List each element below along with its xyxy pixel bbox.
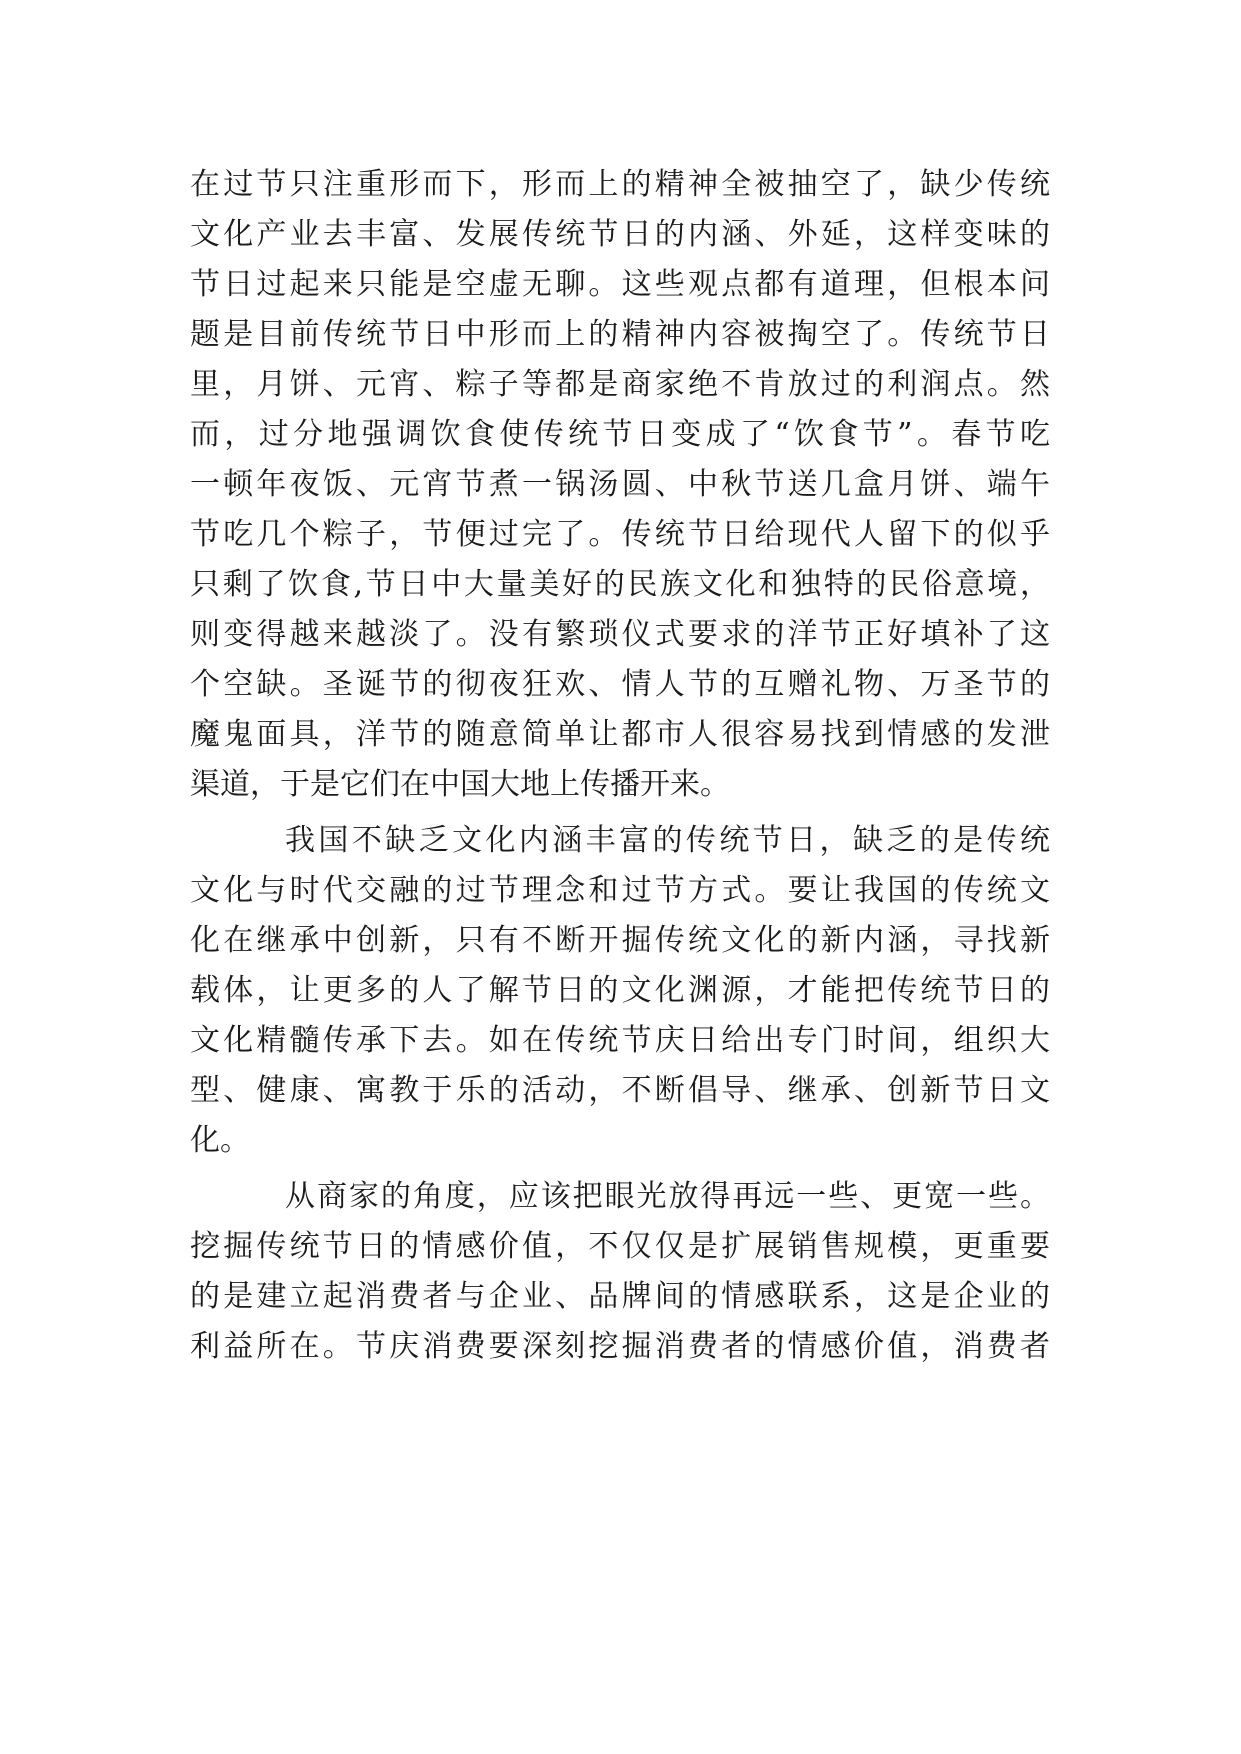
text-line: 里，月饼、元宵、粽子等都是商家绝不肯放过的利润点。然	[190, 367, 1050, 402]
text-line: 节吃几个粽子，节便过完了。传统节日给现代人留下的似乎	[190, 517, 1050, 552]
paragraph-3	[190, 1172, 1050, 1372]
text-line: 而，过分地强调饮食使传统节日变成了“饮食节”。春节吃	[190, 417, 1050, 452]
text-line: 型、健康、寓教于乐的活动，不断倡导、继承、创新节日文	[190, 1073, 1050, 1108]
document-body	[190, 160, 1050, 1372]
text-line: 个空缺。圣诞节的彻夜狂欢、情人节的互赠礼物、万圣节的	[190, 667, 1050, 702]
text-line: 从商家的角度，应该把眼光放得再远一些、更宽一些。	[285, 1179, 1050, 1214]
text-line: 在过节只注重形而下，形而上的精神全被抽空了，缺少传统	[190, 167, 1050, 202]
text-line: 化在继承中创新，只有不断开掘传统文化的新内涵，寻找新	[190, 923, 1050, 958]
text-line: 魔鬼面具，洋节的随意简单让都市人很容易找到情感的发泄	[190, 717, 1050, 752]
text-line: 我国不缺乏文化内涵丰富的传统节日，缺乏的是传统	[285, 823, 1050, 858]
text-line: 题是目前传统节日中形而上的精神内容被掏空了。传统节日	[190, 317, 1050, 352]
text-line: 节日过起来只能是空虚无聊。这些观点都有道理，但根本问	[190, 267, 1050, 302]
text-line: 则变得越来越淡了。没有繁琐仪式要求的洋节正好填补了这	[190, 617, 1050, 652]
text-line: 渠道，于是它们在中国大地上传播开来。	[190, 767, 730, 802]
text-line: 文化产业去丰富、发展传统节日的内涵、外延，这样变味的	[190, 217, 1050, 252]
text-line: 载体，让更多的人了解节日的文化渊源，才能把传统节日的	[190, 973, 1050, 1008]
text-line: 化。	[190, 1123, 250, 1158]
paragraph-2	[190, 816, 1050, 1166]
text-line: 挖掘传统节日的情感价值，不仅仅是扩展销售规模，更重要	[190, 1229, 1050, 1264]
text-line: 利益所在。节庆消费要深刻挖掘消费者的情感价值，消费者	[190, 1329, 1050, 1364]
text-line: 一顿年夜饭、元宵节煮一锅汤圆、中秋节送几盒月饼、端午	[190, 467, 1050, 502]
text-line: 文化精髓传承下去。如在传统节庆日给出专门时间，组织大	[190, 1023, 1050, 1058]
text-line: 只剩了饮食,节日中大量美好的民族文化和独特的民俗意境，	[190, 567, 1050, 602]
text-line: 文化与时代交融的过节理念和过节方式。要让我国的传统文	[190, 873, 1050, 908]
text-line: 的是建立起消费者与企业、品牌间的情感联系，这是企业的	[190, 1279, 1050, 1314]
paragraph-1	[190, 160, 1050, 810]
